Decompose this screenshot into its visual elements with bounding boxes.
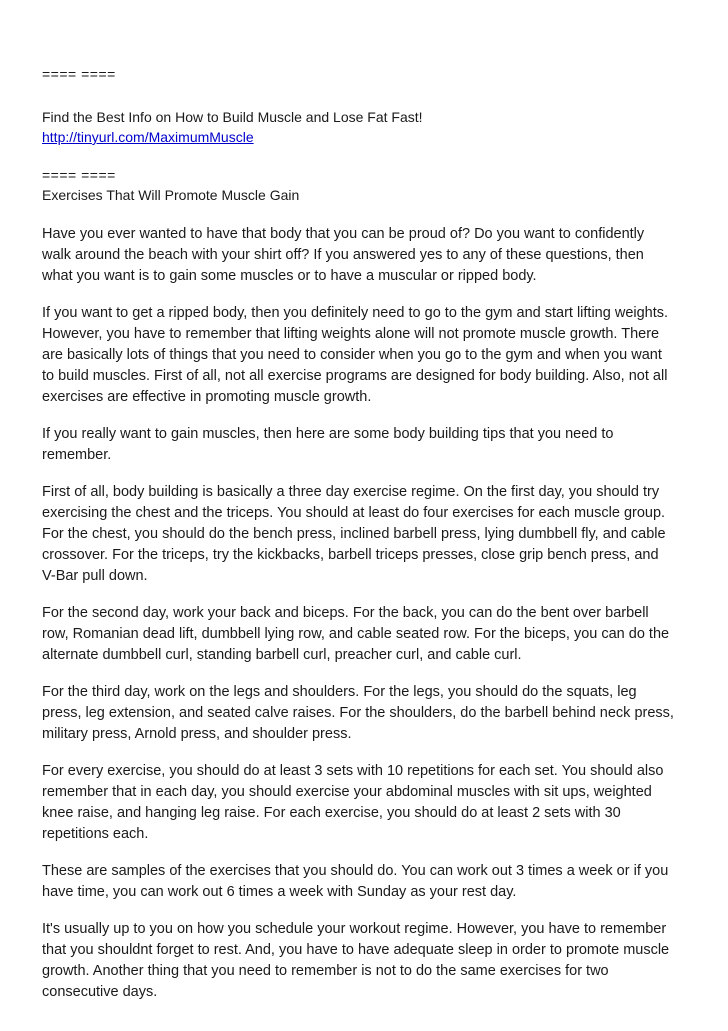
- paragraph-line: have time, you can work out 6 times a week with Sunday as your rest day.: [42, 884, 517, 900]
- document-page: [42, 64, 692, 1003]
- paragraph-line: If you want to get a ripped body, then you definitely need to go to the gym and start lifting weights.: [42, 305, 669, 321]
- paragraph-1: [42, 224, 692, 287]
- paragraph-line: Have you ever wanted to have that body that you can be proud of? Do you want to confidently: [42, 226, 645, 242]
- paragraph-line: are basically lots of things that you need to consider when you go to the gym and when you want: [42, 347, 662, 363]
- paragraph-line: walk around the beach with your shirt off? If you answered yes to any of these questions, then: [42, 247, 644, 263]
- paragraph-line: For the chest, you should do the bench press, inclined barbell press, lying dumbbell fly, and cable: [42, 526, 666, 542]
- paragraph-line: For every exercise, you should do at least 3 sets with 10 repetitions for each set. You should also: [42, 763, 664, 779]
- paragraph-6: [42, 682, 692, 745]
- paragraph-line: remember.: [42, 447, 112, 463]
- paragraph-line: repetitions each.: [42, 826, 149, 842]
- paragraph-8: [42, 861, 692, 903]
- paragraph-4: [42, 482, 692, 587]
- paragraph-line: consecutive days.: [42, 984, 158, 1000]
- paragraph-line: V-Bar pull down.: [42, 568, 148, 584]
- paragraph-line: growth. Another thing that you need to remember is not to do the same exercises for two: [42, 963, 609, 979]
- paragraph-line: press, leg extension, and seated calve raises. For the shoulders, do the barbell behind neck press,: [42, 705, 674, 721]
- paragraph-line: These are samples of the exercises that you should do. You can work out 3 times a week or if you: [42, 863, 669, 879]
- separator-top: ==== ====: [42, 66, 116, 82]
- paragraph-line: If you really want to gain muscles, then here are some body building tips that you need to: [42, 426, 614, 442]
- paragraph-line: military press, Arnold press, and shoulder press.: [42, 726, 352, 742]
- separator-bottom: ==== ====: [42, 167, 116, 183]
- paragraph-line: alternate dumbbell curl, standing barbell curl, preacher curl, and cable curl.: [42, 647, 522, 663]
- paragraph-5: [42, 603, 692, 666]
- paragraph-line: First of all, body building is basically a three day exercise regime. On the first day, you should try: [42, 484, 660, 500]
- paragraph-line: crossover. For the triceps, try the kickbacks, barbell triceps presses, close grip bench press, and: [42, 547, 659, 563]
- paragraph-3: [42, 424, 692, 466]
- paragraph-line: that you shouldnt forget to rest. And, you have to have adequate sleep in order to promote muscle: [42, 942, 670, 958]
- paragraph-line: to build muscles. First of all, not all exercise programs are designed for body building. Also, not all: [42, 368, 668, 384]
- paragraph-line: knee raise, and hanging leg raise. For each exercise, you should do at least 2 sets with 30: [42, 805, 621, 821]
- paragraph-line: For the second day, work your back and biceps. For the back, you can do the bent over barbell: [42, 605, 649, 621]
- promo-link[interactable]: http://tinyurl.com/MaximumMuscle: [42, 129, 254, 145]
- paragraph-line: exercising the chest and the triceps. You should at least do four exercises for each muscle group.: [42, 505, 666, 521]
- paragraph-line: row, Romanian dead lift, dumbbell lying row, and cable seated row. For the biceps, you can do the: [42, 626, 670, 642]
- paragraph-2: [42, 303, 692, 408]
- paragraph-line: what you want is to gain some muscles or to have a muscular or ripped body.: [42, 268, 537, 284]
- promo-text: Find the Best Info on How to Build Muscle and Lose Fat Fast!: [42, 109, 423, 125]
- paragraph-line: remember that in each day, you should exercise your abdominal muscles with sit ups, weighted: [42, 784, 652, 800]
- paragraph-line: exercises are effective in promoting muscle growth.: [42, 389, 372, 405]
- paragraph-9: [42, 919, 692, 1003]
- paragraph-7: [42, 761, 692, 845]
- paragraph-line: However, you have to remember that lifting weights alone will not promote muscle growth. There: [42, 326, 660, 342]
- paragraph-line: It's usually up to you on how you schedule your workout regime. However, you have to remember: [42, 921, 667, 937]
- paragraph-line: For the third day, work on the legs and shoulders. For the legs, you should do the squats, leg: [42, 684, 637, 700]
- article-title: Exercises That Will Promote Muscle Gain: [42, 187, 300, 203]
